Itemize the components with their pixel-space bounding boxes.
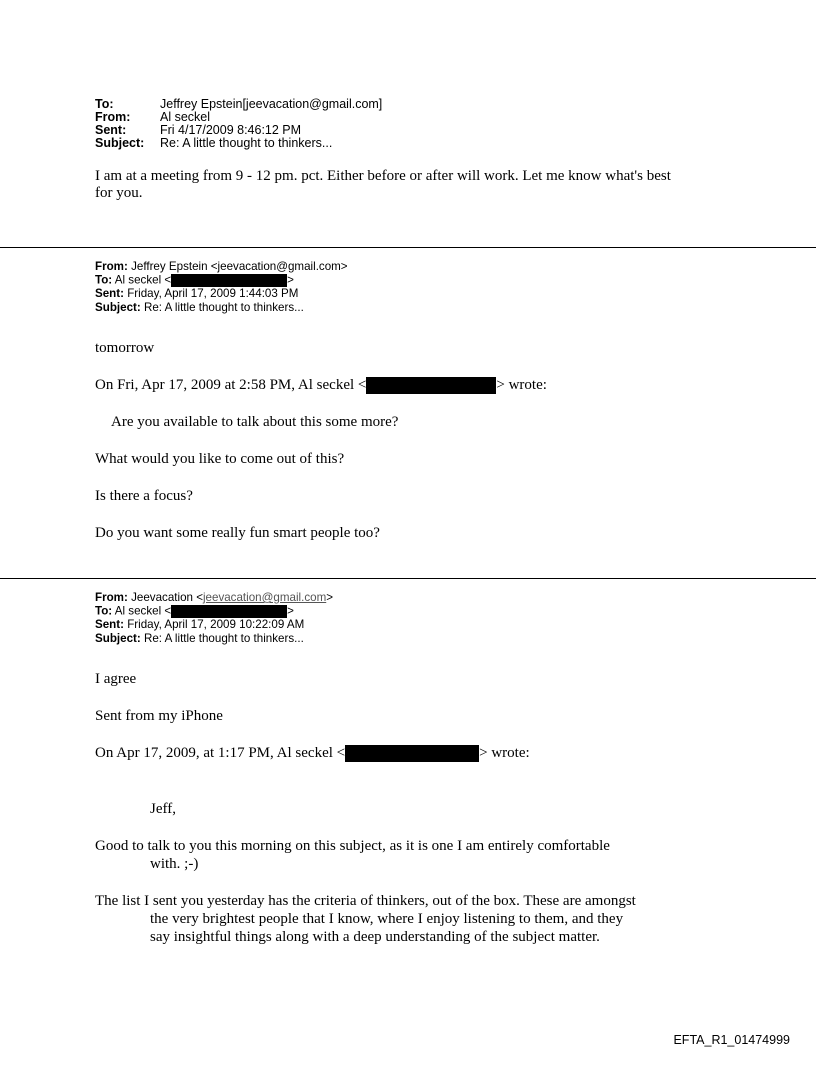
email2-quote-suffix: > wrote: [496,377,547,393]
redaction-block [366,377,496,394]
email2-quote-line [95,377,547,394]
email3-to-label: To: [95,604,113,618]
redaction-block [345,745,479,762]
email3-from-prefix: Jeevacation < [131,591,203,604]
email1-sent-label: Sent: [95,123,127,137]
email3-p1-line1: Good to talk to you this morning on this subject, as it is one I am entirely comfortable [95,838,610,854]
email1-to-label: To: [95,97,114,111]
email2-subject-line [95,302,304,315]
email2-sent-line [95,288,298,301]
email3-p2-line1: The list I sent you yesterday has the criteria of thinkers, out of the box. These are amongst [95,893,636,909]
email3-sent-line [95,619,304,632]
email3-from-line [95,592,333,605]
email2-from-label: From: [95,260,128,273]
email3-body2: Sent from my iPhone [95,708,223,724]
divider-2 [0,578,816,579]
email3-quote-line [95,745,530,762]
email2-sent-label: Sent: [95,287,124,300]
email2-q4: Do you want some really fun smart people too? [95,525,380,541]
email3-p1-line2: with. ;-) [150,856,199,872]
redaction-block [171,274,287,287]
email2-to-line [95,274,294,287]
email1-sent-value: Fri 4/17/2009 8:46:12 PM [160,123,302,137]
email2-from-value: Jeffrey Epstein <jeevacation@gmail.com> [131,260,348,273]
email2-q2: What would you like to come out of this? [95,451,345,467]
email1-to-value: Jeffrey Epstein[jeevacation@gmail.com] [160,97,383,111]
email1-from-label: From: [95,110,131,124]
email2-to-suffix: > [287,273,294,287]
email1-subject-value: Re: A little thought to thinkers... [160,136,333,150]
email3-from-label: From: [95,591,128,604]
email2-to-prefix: Al seckel < [114,273,172,287]
email2-subject-value: Re: A little thought to thinkers... [143,301,304,314]
email2-subject-label: Subject: [95,301,141,314]
email3-sent-value: Friday, April 17, 2009 10:22:09 AM [127,618,305,631]
email3-p2-line2: the very brightest people that I know, where I enjoy listening to them, and they [150,911,624,927]
email3-to-line [95,605,294,618]
email3-subject-label: Subject: [95,632,141,645]
document-id: EFTA_R1_01474999 [673,1033,790,1047]
redaction-block [171,605,287,618]
email3-p2-line3: say insightful things along with a deep understanding of the subject matter. [150,929,600,945]
email3-from-suffix: > [326,591,334,604]
email1-subject-label: Subject: [95,136,145,150]
email3-quote-prefix: On Apr 17, 2009, at 1:17 PM, Al seckel < [95,745,346,761]
email2-sent-value: Friday, April 17, 2009 1:44:03 PM [127,287,299,300]
email3-to-suffix: > [287,604,294,618]
email3-subject-line [95,633,304,646]
email2-q3: Is there a focus? [95,488,193,504]
email3-from-link[interactable]: jeevacation@gmail.com [202,591,327,604]
email2-q1: Are you available to talk about this some more? [111,414,399,430]
divider-1 [0,247,816,248]
email2-quote-prefix: On Fri, Apr 17, 2009 at 2:58 PM, Al seckel < [95,377,367,393]
email1-body-line2: for you. [95,185,143,201]
email3-subject-value: Re: A little thought to thinkers... [143,632,304,645]
email3-sent-label: Sent: [95,618,124,631]
email3-body1: I agree [95,671,137,687]
email1-from-value: Al seckel [160,110,211,124]
email3-greeting: Jeff, [150,801,176,817]
email2-body: tomorrow [95,340,155,356]
email3-to-prefix: Al seckel < [114,604,172,618]
email3-quote-suffix: > wrote: [479,745,530,761]
email2-from-line [95,261,348,274]
email2-to-label: To: [95,273,113,287]
email1-body-line1: I am at a meeting from 9 - 12 pm. pct. Either before or after will work. Let me know what's best [95,168,671,184]
